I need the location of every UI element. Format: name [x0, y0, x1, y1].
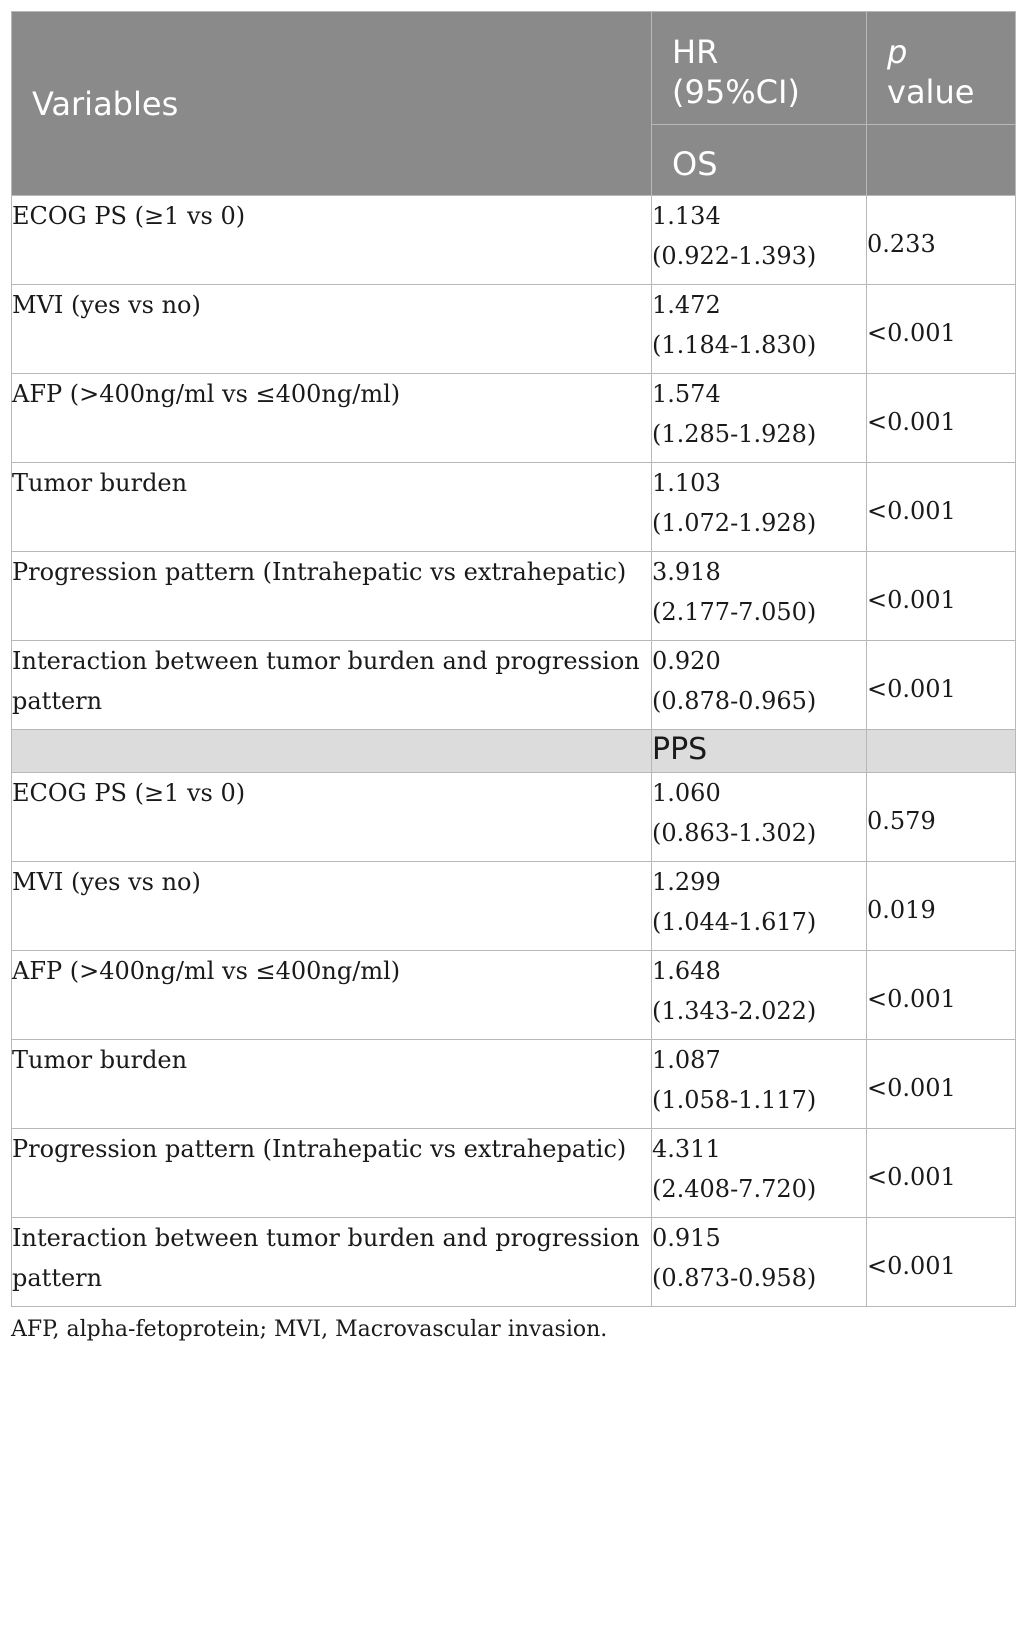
p-value-cell: <0.001 [867, 951, 1016, 1040]
variable-cell: Tumor burden [12, 1040, 652, 1129]
hr-value: 1.472 [652, 291, 721, 319]
hr-cell [652, 1129, 867, 1218]
p-value-cell: 0.233 [867, 196, 1016, 285]
header-hr [652, 12, 867, 125]
p-value-cell: <0.001 [867, 1040, 1016, 1129]
table-row [12, 862, 1016, 951]
table-row [12, 773, 1016, 862]
hr-value: 4.311 [652, 1135, 721, 1163]
ci-value: (2.177-7.050) [652, 598, 817, 626]
header-blank-cell [867, 125, 1016, 196]
table-row [12, 1040, 1016, 1129]
table-row [12, 196, 1016, 285]
hr-cell [652, 1040, 867, 1129]
ci-value: (1.285-1.928) [652, 420, 817, 448]
table-row [12, 1129, 1016, 1218]
header-hr-line1: HR [672, 33, 719, 71]
hr-value: 1.087 [652, 1046, 721, 1074]
hr-cell [652, 862, 867, 951]
hr-value: 1.060 [652, 779, 721, 807]
ci-value: (1.058-1.117) [652, 1086, 817, 1114]
hr-cell [652, 196, 867, 285]
variable-cell: AFP (>400ng/ml vs ≤400ng/ml) [12, 374, 652, 463]
pps-section-row [12, 730, 1016, 773]
hr-cell [652, 951, 867, 1040]
header-p-value [867, 12, 1016, 125]
variable-cell: Interaction between tumor burden and progression pattern [12, 641, 652, 730]
variable-cell: AFP (>400ng/ml vs ≤400ng/ml) [12, 951, 652, 1040]
ci-value: (0.878-0.965) [652, 687, 817, 715]
variable-cell: Progression pattern (Intrahepatic vs extrahepatic) [12, 552, 652, 641]
ci-value: (0.873-0.958) [652, 1264, 817, 1292]
p-value-cell: <0.001 [867, 641, 1016, 730]
header-os-label: OS [652, 125, 867, 196]
p-value-cell: <0.001 [867, 463, 1016, 552]
hr-value: 1.648 [652, 957, 721, 985]
variable-cell: ECOG PS (≥1 vs 0) [12, 773, 652, 862]
ci-value: (2.408-7.720) [652, 1175, 817, 1203]
variable-cell: Progression pattern (Intrahepatic vs extrahepatic) [12, 1129, 652, 1218]
table-body [12, 196, 1016, 1307]
variable-cell: Interaction between tumor burden and progression pattern [12, 1218, 652, 1307]
table-row [12, 1218, 1016, 1307]
table-row [12, 552, 1016, 641]
p-value-cell: <0.001 [867, 374, 1016, 463]
header-hr-line2: (95%CI) [672, 73, 800, 111]
p-value-cell: <0.001 [867, 1129, 1016, 1218]
hr-value: 0.915 [652, 1224, 721, 1252]
hr-cell [652, 641, 867, 730]
hr-value: 0.920 [652, 647, 721, 675]
variable-cell: MVI (yes vs no) [12, 285, 652, 374]
table-row [12, 463, 1016, 552]
p-value-cell: <0.001 [867, 1218, 1016, 1307]
hr-value: 3.918 [652, 558, 721, 586]
cox-regression-table [11, 11, 1016, 1307]
hr-cell [652, 285, 867, 374]
hr-cell [652, 773, 867, 862]
table-row [12, 641, 1016, 730]
ci-value: (1.072-1.928) [652, 509, 817, 537]
pps-label: PPS [652, 730, 867, 773]
hr-cell [652, 463, 867, 552]
variable-cell: MVI (yes vs no) [12, 862, 652, 951]
ci-value: (0.922-1.393) [652, 242, 817, 270]
hr-value: 1.134 [652, 202, 721, 230]
table-footnote: AFP, alpha-fetoprotein; MVI, Macrovascular invasion. [11, 1317, 608, 1342]
table-row [12, 951, 1016, 1040]
variable-cell: ECOG PS (≥1 vs 0) [12, 196, 652, 285]
header-variables: Variables [12, 12, 652, 196]
ci-value: (1.044-1.617) [652, 908, 817, 936]
ci-value: (1.343-2.022) [652, 997, 817, 1025]
hr-value: 1.574 [652, 380, 721, 408]
hr-cell [652, 374, 867, 463]
hr-cell [652, 1218, 867, 1307]
pps-blank-cell [12, 730, 652, 773]
header-p-word: value [887, 73, 975, 111]
p-value-cell: 0.579 [867, 773, 1016, 862]
pps-blank-cell [867, 730, 1016, 773]
p-value-cell: <0.001 [867, 552, 1016, 641]
table-container [11, 11, 1015, 1345]
hr-value: 1.299 [652, 868, 721, 896]
table-row [12, 374, 1016, 463]
hr-cell [652, 552, 867, 641]
ci-value: (0.863-1.302) [652, 819, 817, 847]
header-row [12, 12, 1016, 125]
ci-value: (1.184-1.830) [652, 331, 817, 359]
hr-value: 1.103 [652, 469, 721, 497]
p-value-cell: <0.001 [867, 285, 1016, 374]
variable-cell: Tumor burden [12, 463, 652, 552]
header-p-letter: p [887, 33, 908, 71]
p-value-cell: 0.019 [867, 862, 1016, 951]
table-row [12, 285, 1016, 374]
